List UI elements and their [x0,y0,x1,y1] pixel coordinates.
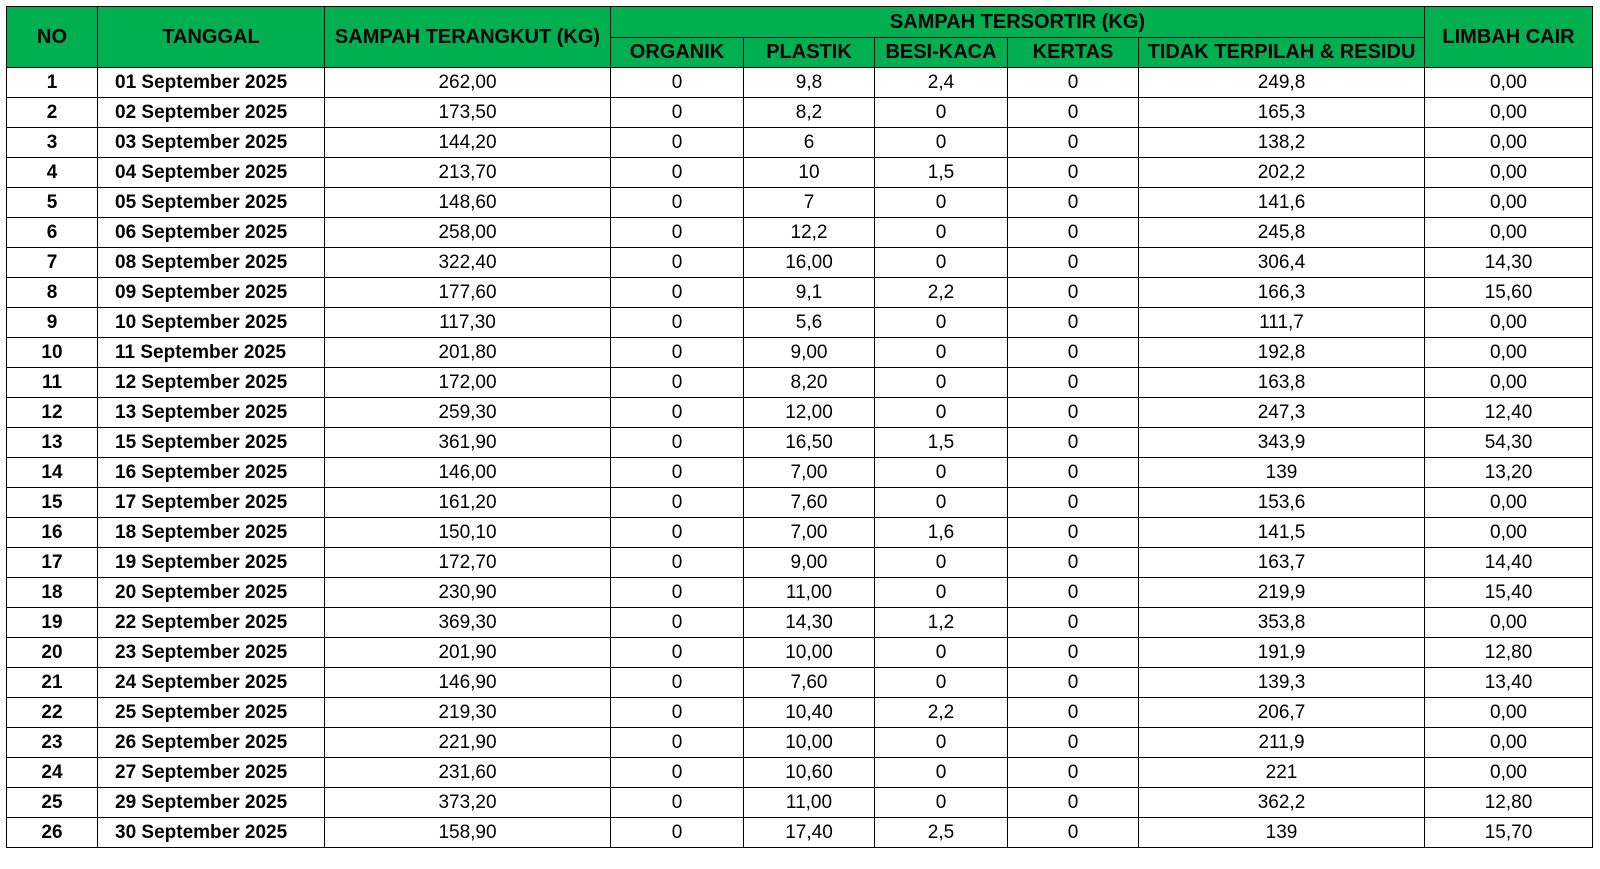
cell-tanggal: 12 September 2025 [98,368,325,398]
cell-besi-kaca: 0 [875,98,1008,128]
cell-organik: 0 [611,248,744,278]
cell-plastik: 9,00 [744,548,875,578]
cell-tanggal: 04 September 2025 [98,158,325,188]
cell-sampah-terangkut: 201,80 [325,338,611,368]
cell-no: 13 [7,428,98,458]
table-row [7,98,1593,128]
cell-limbah-cair: 13,20 [1425,458,1593,488]
cell-besi-kaca: 0 [875,788,1008,818]
cell-besi-kaca: 1,5 [875,158,1008,188]
cell-besi-kaca: 0 [875,308,1008,338]
cell-kertas: 0 [1008,308,1139,338]
cell-plastik: 11,00 [744,578,875,608]
cell-limbah-cair: 0,00 [1425,308,1593,338]
cell-tanggal: 15 September 2025 [98,428,325,458]
cell-kertas: 0 [1008,368,1139,398]
cell-no: 17 [7,548,98,578]
table-row [7,578,1593,608]
cell-kertas: 0 [1008,338,1139,368]
cell-limbah-cair: 0,00 [1425,128,1593,158]
cell-sampah-terangkut: 201,90 [325,638,611,668]
cell-residu: 139,3 [1139,668,1425,698]
cell-sampah-terangkut: 373,20 [325,788,611,818]
cell-limbah-cair: 0,00 [1425,158,1593,188]
cell-tanggal: 08 September 2025 [98,248,325,278]
table-row [7,548,1593,578]
cell-limbah-cair: 0,00 [1425,368,1593,398]
cell-organik: 0 [611,278,744,308]
cell-kertas: 0 [1008,668,1139,698]
cell-besi-kaca: 0 [875,248,1008,278]
cell-residu: 247,3 [1139,398,1425,428]
header-organik: ORGANIK [611,38,744,68]
cell-residu: 138,2 [1139,128,1425,158]
table-row [7,398,1593,428]
cell-no: 12 [7,398,98,428]
cell-no: 1 [7,68,98,98]
cell-organik: 0 [611,128,744,158]
cell-sampah-terangkut: 221,90 [325,728,611,758]
cell-sampah-terangkut: 172,00 [325,368,611,398]
cell-kertas: 0 [1008,188,1139,218]
cell-kertas: 0 [1008,68,1139,98]
cell-kertas: 0 [1008,218,1139,248]
cell-limbah-cair: 14,30 [1425,248,1593,278]
cell-organik: 0 [611,758,744,788]
cell-limbah-cair: 12,80 [1425,638,1593,668]
cell-no: 10 [7,338,98,368]
cell-no: 21 [7,668,98,698]
cell-organik: 0 [611,158,744,188]
cell-sampah-terangkut: 173,50 [325,98,611,128]
cell-tanggal: 09 September 2025 [98,278,325,308]
cell-besi-kaca: 0 [875,398,1008,428]
table-body [7,68,1593,848]
header-sampah-terangkut: SAMPAH TERANGKUT (KG) [325,7,611,68]
cell-tanggal: 29 September 2025 [98,788,325,818]
table-row [7,68,1593,98]
cell-residu: 211,9 [1139,728,1425,758]
cell-kertas: 0 [1008,248,1139,278]
cell-besi-kaca: 0 [875,368,1008,398]
cell-limbah-cair: 12,40 [1425,398,1593,428]
cell-organik: 0 [611,308,744,338]
cell-limbah-cair: 0,00 [1425,488,1593,518]
cell-no: 2 [7,98,98,128]
cell-plastik: 5,6 [744,308,875,338]
cell-plastik: 12,00 [744,398,875,428]
cell-besi-kaca: 0 [875,548,1008,578]
cell-plastik: 8,20 [744,368,875,398]
cell-no: 7 [7,248,98,278]
cell-sampah-terangkut: 148,60 [325,188,611,218]
cell-plastik: 7,60 [744,668,875,698]
table-row [7,608,1593,638]
cell-no: 8 [7,278,98,308]
cell-limbah-cair: 0,00 [1425,518,1593,548]
cell-organik: 0 [611,608,744,638]
table-row [7,668,1593,698]
cell-tanggal: 19 September 2025 [98,548,325,578]
cell-sampah-terangkut: 146,00 [325,458,611,488]
cell-plastik: 9,1 [744,278,875,308]
cell-organik: 0 [611,428,744,458]
table-row [7,638,1593,668]
cell-no: 9 [7,308,98,338]
waste-data-sheet [6,6,1593,848]
table-row [7,338,1593,368]
cell-kertas: 0 [1008,278,1139,308]
cell-sampah-terangkut: 219,30 [325,698,611,728]
cell-plastik: 10,60 [744,758,875,788]
table-row [7,758,1593,788]
cell-plastik: 7,00 [744,518,875,548]
cell-no: 3 [7,128,98,158]
cell-besi-kaca: 1,5 [875,428,1008,458]
cell-tanggal: 01 September 2025 [98,68,325,98]
cell-kertas: 0 [1008,608,1139,638]
cell-organik: 0 [611,668,744,698]
cell-kertas: 0 [1008,398,1139,428]
cell-tanggal: 10 September 2025 [98,308,325,338]
cell-kertas: 0 [1008,488,1139,518]
table-header [7,7,1593,68]
cell-residu: 141,5 [1139,518,1425,548]
cell-tanggal: 05 September 2025 [98,188,325,218]
header-besi-kaca: BESI-KACA [875,38,1008,68]
table-row [7,278,1593,308]
cell-sampah-terangkut: 172,70 [325,548,611,578]
cell-plastik: 8,2 [744,98,875,128]
cell-residu: 362,2 [1139,788,1425,818]
cell-residu: 139 [1139,818,1425,848]
cell-residu: 343,9 [1139,428,1425,458]
cell-residu: 165,3 [1139,98,1425,128]
cell-residu: 163,8 [1139,368,1425,398]
table-row [7,698,1593,728]
table-row [7,818,1593,848]
header-no: NO [7,7,98,68]
cell-plastik: 14,30 [744,608,875,638]
cell-plastik: 17,40 [744,818,875,848]
cell-no: 25 [7,788,98,818]
cell-sampah-terangkut: 230,90 [325,578,611,608]
cell-sampah-terangkut: 258,00 [325,218,611,248]
cell-plastik: 10 [744,158,875,188]
cell-tanggal: 06 September 2025 [98,218,325,248]
cell-residu: 202,2 [1139,158,1425,188]
cell-residu: 139 [1139,458,1425,488]
cell-residu: 191,9 [1139,638,1425,668]
cell-limbah-cair: 0,00 [1425,188,1593,218]
cell-limbah-cair: 0,00 [1425,608,1593,638]
cell-sampah-terangkut: 117,30 [325,308,611,338]
cell-plastik: 9,00 [744,338,875,368]
cell-organik: 0 [611,368,744,398]
cell-besi-kaca: 2,5 [875,818,1008,848]
cell-sampah-terangkut: 231,60 [325,758,611,788]
cell-limbah-cair: 0,00 [1425,218,1593,248]
cell-sampah-terangkut: 146,90 [325,668,611,698]
cell-sampah-terangkut: 259,30 [325,398,611,428]
table-row [7,728,1593,758]
cell-sampah-terangkut: 161,20 [325,488,611,518]
cell-tanggal: 03 September 2025 [98,128,325,158]
cell-sampah-terangkut: 262,00 [325,68,611,98]
cell-limbah-cair: 12,80 [1425,788,1593,818]
table-row [7,218,1593,248]
cell-besi-kaca: 2,2 [875,278,1008,308]
cell-no: 5 [7,188,98,218]
cell-plastik: 7,60 [744,488,875,518]
table-row [7,308,1593,338]
cell-organik: 0 [611,638,744,668]
table-row [7,188,1593,218]
table-row [7,158,1593,188]
header-sampah-tersortir: SAMPAH TERSORTIR (KG) [611,7,1425,38]
cell-besi-kaca: 0 [875,638,1008,668]
cell-organik: 0 [611,818,744,848]
waste-table [6,6,1593,848]
cell-kertas: 0 [1008,428,1139,458]
cell-besi-kaca: 0 [875,338,1008,368]
cell-besi-kaca: 1,2 [875,608,1008,638]
cell-limbah-cair: 15,70 [1425,818,1593,848]
cell-residu: 166,3 [1139,278,1425,308]
cell-limbah-cair: 0,00 [1425,698,1593,728]
cell-residu: 221 [1139,758,1425,788]
cell-limbah-cair: 0,00 [1425,68,1593,98]
cell-plastik: 12,2 [744,218,875,248]
table-row [7,458,1593,488]
cell-tanggal: 16 September 2025 [98,458,325,488]
cell-sampah-terangkut: 144,20 [325,128,611,158]
cell-organik: 0 [611,518,744,548]
cell-plastik: 11,00 [744,788,875,818]
cell-organik: 0 [611,338,744,368]
cell-kertas: 0 [1008,458,1139,488]
cell-no: 26 [7,818,98,848]
cell-tanggal: 27 September 2025 [98,758,325,788]
cell-residu: 245,8 [1139,218,1425,248]
table-row [7,488,1593,518]
cell-kertas: 0 [1008,758,1139,788]
cell-limbah-cair: 14,40 [1425,548,1593,578]
cell-plastik: 16,50 [744,428,875,458]
cell-no: 20 [7,638,98,668]
cell-organik: 0 [611,458,744,488]
table-row [7,518,1593,548]
table-row [7,128,1593,158]
cell-besi-kaca: 0 [875,188,1008,218]
cell-kertas: 0 [1008,548,1139,578]
cell-residu: 219,9 [1139,578,1425,608]
cell-no: 4 [7,158,98,188]
cell-plastik: 10,40 [744,698,875,728]
cell-no: 23 [7,728,98,758]
cell-limbah-cair: 15,60 [1425,278,1593,308]
cell-organik: 0 [611,218,744,248]
cell-besi-kaca: 0 [875,128,1008,158]
cell-residu: 153,6 [1139,488,1425,518]
cell-organik: 0 [611,578,744,608]
cell-tanggal: 13 September 2025 [98,398,325,428]
cell-kertas: 0 [1008,578,1139,608]
cell-tanggal: 23 September 2025 [98,638,325,668]
cell-residu: 206,7 [1139,698,1425,728]
table-row [7,788,1593,818]
cell-plastik: 16,00 [744,248,875,278]
cell-organik: 0 [611,98,744,128]
cell-kertas: 0 [1008,818,1139,848]
cell-organik: 0 [611,68,744,98]
cell-besi-kaca: 2,2 [875,698,1008,728]
cell-besi-kaca: 0 [875,218,1008,248]
cell-residu: 306,4 [1139,248,1425,278]
cell-sampah-terangkut: 322,40 [325,248,611,278]
cell-besi-kaca: 0 [875,578,1008,608]
cell-limbah-cair: 0,00 [1425,338,1593,368]
cell-organik: 0 [611,548,744,578]
cell-tanggal: 02 September 2025 [98,98,325,128]
table-row [7,248,1593,278]
cell-sampah-terangkut: 369,30 [325,608,611,638]
header-limbah-cair: LIMBAH CAIR [1425,7,1593,68]
cell-sampah-terangkut: 177,60 [325,278,611,308]
cell-tanggal: 22 September 2025 [98,608,325,638]
cell-sampah-terangkut: 361,90 [325,428,611,458]
cell-residu: 192,8 [1139,338,1425,368]
cell-organik: 0 [611,728,744,758]
table-row [7,368,1593,398]
cell-besi-kaca: 2,4 [875,68,1008,98]
cell-residu: 141,6 [1139,188,1425,218]
cell-sampah-terangkut: 213,70 [325,158,611,188]
cell-organik: 0 [611,788,744,818]
cell-besi-kaca: 0 [875,728,1008,758]
cell-kertas: 0 [1008,698,1139,728]
cell-tanggal: 18 September 2025 [98,518,325,548]
cell-besi-kaca: 1,6 [875,518,1008,548]
cell-organik: 0 [611,188,744,218]
cell-tanggal: 30 September 2025 [98,818,325,848]
cell-organik: 0 [611,488,744,518]
cell-plastik: 10,00 [744,728,875,758]
cell-no: 24 [7,758,98,788]
cell-besi-kaca: 0 [875,668,1008,698]
cell-kertas: 0 [1008,518,1139,548]
cell-organik: 0 [611,698,744,728]
table-row [7,428,1593,458]
header-kertas: KERTAS [1008,38,1139,68]
cell-sampah-terangkut: 150,10 [325,518,611,548]
cell-tanggal: 26 September 2025 [98,728,325,758]
cell-limbah-cair: 15,40 [1425,578,1593,608]
cell-kertas: 0 [1008,158,1139,188]
cell-plastik: 7,00 [744,458,875,488]
cell-residu: 163,7 [1139,548,1425,578]
cell-kertas: 0 [1008,128,1139,158]
cell-no: 14 [7,458,98,488]
cell-residu: 111,7 [1139,308,1425,338]
cell-plastik: 6 [744,128,875,158]
cell-plastik: 7 [744,188,875,218]
cell-plastik: 10,00 [744,638,875,668]
cell-no: 18 [7,578,98,608]
header-tanggal: TANGGAL [98,7,325,68]
cell-kertas: 0 [1008,98,1139,128]
cell-organik: 0 [611,398,744,428]
cell-besi-kaca: 0 [875,458,1008,488]
cell-besi-kaca: 0 [875,488,1008,518]
cell-no: 11 [7,368,98,398]
header-residu: TIDAK TERPILAH & RESIDU [1139,38,1425,68]
cell-tanggal: 17 September 2025 [98,488,325,518]
cell-limbah-cair: 13,40 [1425,668,1593,698]
cell-no: 6 [7,218,98,248]
cell-limbah-cair: 0,00 [1425,728,1593,758]
cell-no: 16 [7,518,98,548]
cell-kertas: 0 [1008,788,1139,818]
cell-residu: 249,8 [1139,68,1425,98]
cell-limbah-cair: 0,00 [1425,98,1593,128]
cell-tanggal: 24 September 2025 [98,668,325,698]
cell-no: 15 [7,488,98,518]
cell-sampah-terangkut: 158,90 [325,818,611,848]
cell-tanggal: 11 September 2025 [98,338,325,368]
cell-no: 19 [7,608,98,638]
cell-no: 22 [7,698,98,728]
cell-tanggal: 20 September 2025 [98,578,325,608]
header-plastik: PLASTIK [744,38,875,68]
cell-besi-kaca: 0 [875,758,1008,788]
cell-plastik: 9,8 [744,68,875,98]
cell-limbah-cair: 0,00 [1425,758,1593,788]
cell-tanggal: 25 September 2025 [98,698,325,728]
cell-kertas: 0 [1008,728,1139,758]
cell-residu: 353,8 [1139,608,1425,638]
cell-kertas: 0 [1008,638,1139,668]
cell-limbah-cair: 54,30 [1425,428,1593,458]
